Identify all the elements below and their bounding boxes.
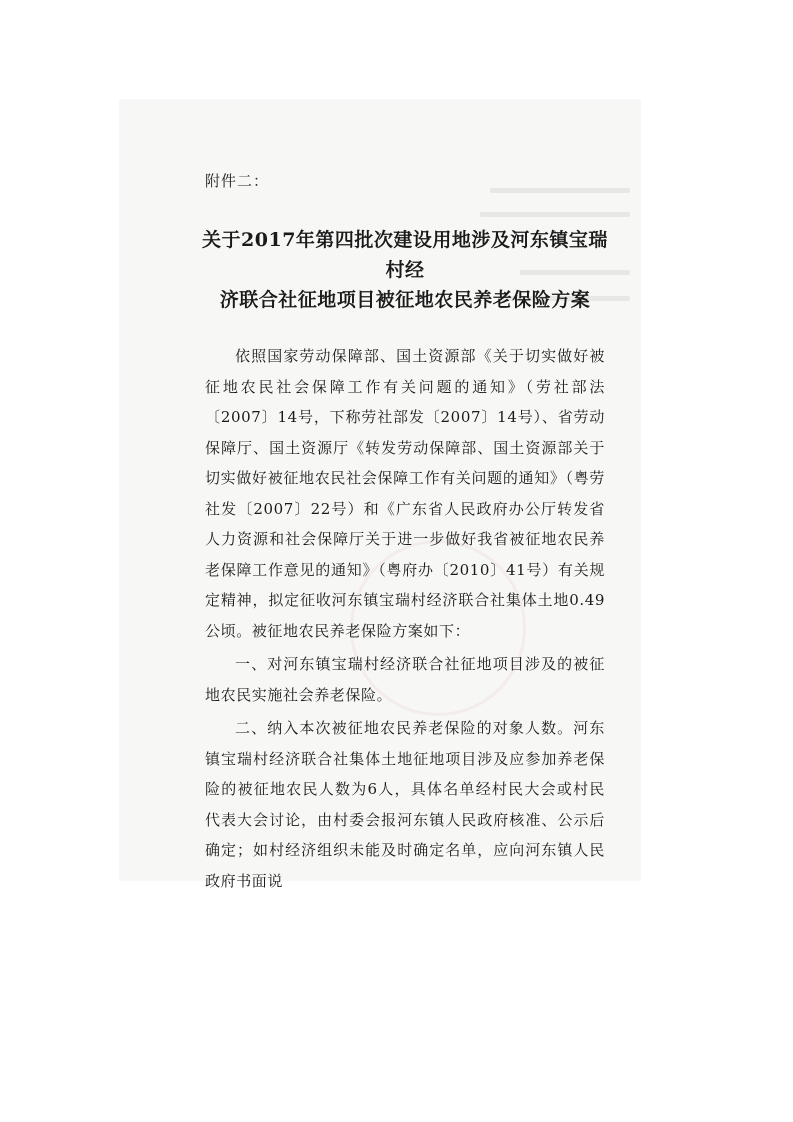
document-body (202, 170, 608, 896)
paragraph-basis: 依照国家劳动保障部、国土资源部《关于切实做好被征地农民社会保障工作有关问题的通知》（劳社部法〔2007〕14号，下称劳社部发〔2007〕14号）、省劳动保障厅、国土资源厅《转发劳动保障部、国土资源部关于切实做好被征地农民社会保障工作有关问题的通知》（粤劳社发〔2007〕22号）和《广东省人民政府办公厅转发省人力资源和社会保障厅关于进一步做好我省被征地农民养老保障工作意见的通知》（粤府办〔2010〕41号）有关规定精神，拟定征收河东镇宝瑞村经济联合社集体土地0.49公顷。被征地农民养老保险方案如下： (205, 347, 605, 640)
title-line-1: 关于2017年第四批次建设用地涉及河东镇宝瑞村经 (202, 229, 608, 281)
title-line-2: 济联合社征地项目被征地农民养老保险方案 (219, 289, 591, 311)
attachment-label: 附件二： (205, 172, 270, 190)
document-title (195, 225, 615, 315)
paragraph-item-2: 二、纳入本次被征地农民养老保险的对象人数。河东镇宝瑞村经济联合社集体土地征地项目涉及应参加养老保险的被征地农民人数为6人，具体名单经村民大会或村民代表大会讨论，由村委会报河东镇人民政府核准、公示后确定；如村经济组织未能及时确定名单，应向河东镇人民政府书面说 (205, 719, 605, 890)
paragraph-item-1: 一、对河东镇宝瑞村经济联合社征地项目涉及的被征地农民实施社会养老保险。 (205, 655, 605, 704)
